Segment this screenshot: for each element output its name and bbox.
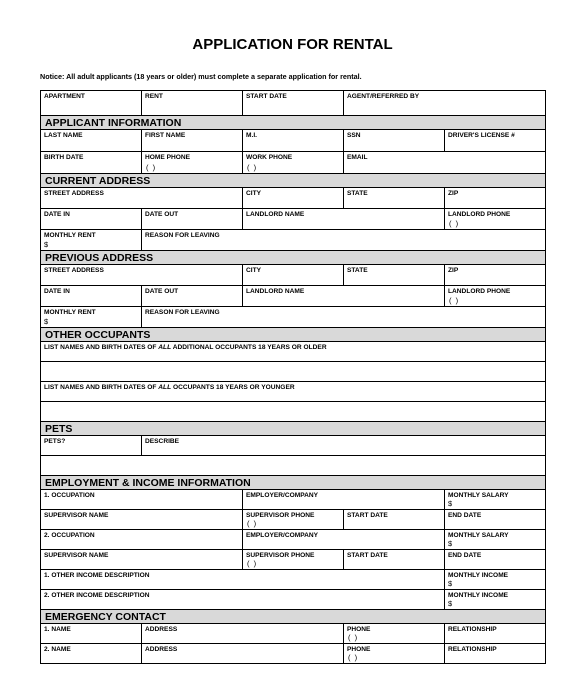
emergency-address-2-field[interactable]: ADDRESS xyxy=(142,644,344,664)
section-current-address-heading: CURRENT ADDRESS xyxy=(41,174,546,188)
pets-describe-field[interactable]: DESCRIBE xyxy=(142,436,546,456)
home-phone-label: HOME PHONE xyxy=(145,154,191,161)
work-phone-label: WORK PHONE xyxy=(246,154,293,161)
previous-landlord-phone-field[interactable] xyxy=(445,286,546,307)
previous-date-in-field[interactable]: DATE IN xyxy=(41,286,142,307)
supervisor-phone-1-field[interactable] xyxy=(243,510,344,530)
email-field[interactable]: EMAIL xyxy=(344,152,546,174)
work-phone-blank: ( ) xyxy=(247,163,258,172)
apartment-field[interactable]: APARTMENT xyxy=(41,91,142,116)
agent-referred-field[interactable]: AGENT/REFERRED BY xyxy=(344,91,546,116)
home-phone-blank: ( ) xyxy=(146,163,157,172)
section-previous-address-heading: PREVIOUS ADDRESS xyxy=(41,251,546,265)
supervisor-phone-1-label: SUPERVISOR PHONE xyxy=(246,512,315,519)
birth-date-field[interactable]: BIRTH DATE xyxy=(41,152,142,174)
end-date-2-field[interactable]: END DATE xyxy=(445,550,546,570)
section-employment-heading: EMPLOYMENT & INCOME INFORMATION xyxy=(41,476,546,490)
occupation-2-field[interactable]: 2. OCCUPATION xyxy=(41,530,243,550)
previous-zip-field[interactable]: ZIP xyxy=(445,265,546,286)
current-landlord-phone-label: LANDLORD PHONE xyxy=(448,211,511,218)
income-2-dollar-sign: $ xyxy=(448,599,453,608)
current-date-out-field[interactable]: DATE OUT xyxy=(142,209,243,230)
current-landlord-phone-blank: ( ) xyxy=(449,219,460,228)
emergency-relationship-1-field[interactable]: RELATIONSHIP xyxy=(445,624,546,644)
monthly-income-2-field[interactable] xyxy=(445,590,546,610)
salary-2-dollar-sign: $ xyxy=(448,539,453,548)
current-dollar-sign: $ xyxy=(44,240,49,249)
emergency-address-1-field[interactable]: ADDRESS xyxy=(142,624,344,644)
current-zip-field[interactable]: ZIP xyxy=(445,188,546,209)
emergency-relationship-2-field[interactable]: RELATIONSHIP xyxy=(445,644,546,664)
minor-occupants-field[interactable] xyxy=(41,382,546,402)
start-date-2-field[interactable]: START DATE xyxy=(344,550,445,570)
previous-landlord-phone-label: LANDLORD PHONE xyxy=(448,288,511,295)
section-pets-heading: PETS xyxy=(41,422,546,436)
previous-monthly-rent-field[interactable] xyxy=(41,307,142,328)
supervisor-phone-2-label: SUPERVISOR PHONE xyxy=(246,552,315,559)
previous-monthly-rent-label: MONTHLY RENT xyxy=(44,309,96,316)
rental-application-table xyxy=(40,90,546,664)
previous-state-field[interactable]: STATE xyxy=(344,265,445,286)
previous-landlord-name-field[interactable]: LANDLORD NAME xyxy=(243,286,445,307)
emergency-phone-2-blank: ( ) xyxy=(348,653,359,662)
current-street-field[interactable]: STREET ADDRESS xyxy=(41,188,243,209)
section-occupants-heading: OTHER OCCUPANTS xyxy=(41,328,546,342)
supervisor-phone-2-field[interactable] xyxy=(243,550,344,570)
start-date-field[interactable]: START DATE xyxy=(243,91,344,116)
other-income-2-field[interactable]: 2. OTHER INCOME DESCRIPTION xyxy=(41,590,445,610)
monthly-income-2-label: MONTHLY INCOME xyxy=(448,592,509,599)
monthly-income-1-label: MONTHLY INCOME xyxy=(448,572,509,579)
section-emergency-heading: EMERGENCY CONTACT xyxy=(41,610,546,624)
ssn-field[interactable]: SSN xyxy=(344,130,445,152)
income-1-dollar-sign: $ xyxy=(448,579,453,588)
current-monthly-rent-field[interactable] xyxy=(41,230,142,251)
previous-landlord-phone-blank: ( ) xyxy=(449,296,460,305)
emergency-phone-1-label: PHONE xyxy=(347,626,371,633)
previous-date-out-field[interactable]: DATE OUT xyxy=(142,286,243,307)
monthly-salary-1-label: MONTHLY SALARY xyxy=(448,492,509,499)
minor-occupants-label-post: OCCUPANTS 18 YEARS OR YOUNGER xyxy=(171,384,295,391)
adult-occupants-blank-line[interactable] xyxy=(41,362,546,382)
salary-1-dollar-sign: $ xyxy=(448,499,453,508)
previous-dollar-sign: $ xyxy=(44,317,49,326)
emergency-phone-2-field[interactable] xyxy=(344,644,445,664)
minor-occupants-blank-line[interactable] xyxy=(41,402,546,422)
employer-1-field[interactable]: EMPLOYER/COMPANY xyxy=(243,490,445,510)
occupation-1-field[interactable]: 1. OCCUPATION xyxy=(41,490,243,510)
pets-question-field[interactable]: PETS? xyxy=(41,436,142,456)
minor-occupants-label-pre: LIST NAMES AND BIRTH DATES OF xyxy=(44,384,159,391)
home-phone-field[interactable] xyxy=(142,152,243,174)
employer-2-field[interactable]: EMPLOYER/COMPANY xyxy=(243,530,445,550)
monthly-salary-1-field[interactable] xyxy=(445,490,546,510)
supervisor-1-field[interactable]: SUPERVISOR NAME xyxy=(41,510,243,530)
adult-occupants-label-em: ALL xyxy=(158,344,172,351)
current-landlord-phone-field[interactable] xyxy=(445,209,546,230)
adult-occupants-label-post: ADDITIONAL OCCUPANTS 18 YEARS OR OLDER xyxy=(171,344,327,351)
start-date-1-field[interactable]: START DATE xyxy=(344,510,445,530)
current-city-field[interactable]: CITY xyxy=(243,188,344,209)
other-income-1-field[interactable]: 1. OTHER INCOME DESCRIPTION xyxy=(41,570,445,590)
first-name-field[interactable]: FIRST NAME xyxy=(142,130,243,152)
emergency-name-2-field[interactable]: 2. NAME xyxy=(41,644,142,664)
minor-occupants-label-em: ALL xyxy=(158,384,172,391)
end-date-1-field[interactable]: END DATE xyxy=(445,510,546,530)
current-state-field[interactable]: STATE xyxy=(344,188,445,209)
section-applicant-heading: APPLICANT INFORMATION xyxy=(41,116,546,130)
current-monthly-rent-label: MONTHLY RENT xyxy=(44,232,96,239)
monthly-salary-2-label: MONTHLY SALARY xyxy=(448,532,509,539)
monthly-income-1-field[interactable] xyxy=(445,570,546,590)
last-name-field[interactable]: LAST NAME xyxy=(41,130,142,152)
work-phone-field[interactable] xyxy=(243,152,344,174)
previous-city-field[interactable]: CITY xyxy=(243,265,344,286)
supervisor-phone-1-blank: ( ) xyxy=(247,519,258,528)
emergency-phone-2-label: PHONE xyxy=(347,646,371,653)
pets-blank-line[interactable] xyxy=(41,456,546,476)
supervisor-phone-2-blank: ( ) xyxy=(247,559,258,568)
adult-occupants-label-pre: LIST NAMES AND BIRTH DATES OF xyxy=(44,344,159,351)
monthly-salary-2-field[interactable] xyxy=(445,530,546,550)
current-date-in-field[interactable]: DATE IN xyxy=(41,209,142,230)
supervisor-2-field[interactable]: SUPERVISOR NAME xyxy=(41,550,243,570)
notice-text: Notice: All adult applicants (18 years or older) must complete a separate application for rental. xyxy=(40,72,362,81)
current-landlord-name-field[interactable]: LANDLORD NAME xyxy=(243,209,445,230)
form-title: APPLICATION FOR RENTAL xyxy=(192,36,393,53)
emergency-phone-1-field[interactable] xyxy=(344,624,445,644)
drivers-license-field[interactable]: DRIVER'S LICENSE # xyxy=(445,130,546,152)
mi-field[interactable]: M.I. xyxy=(243,130,344,152)
rent-field[interactable]: RENT xyxy=(142,91,243,116)
adult-occupants-field[interactable] xyxy=(41,342,546,362)
previous-reason-leaving-field[interactable]: REASON FOR LEAVING xyxy=(142,307,546,328)
current-reason-leaving-field[interactable]: REASON FOR LEAVING xyxy=(142,230,546,251)
previous-street-field[interactable]: STREET ADDRESS xyxy=(41,265,243,286)
emergency-name-1-field[interactable]: 1. NAME xyxy=(41,624,142,644)
emergency-phone-1-blank: ( ) xyxy=(348,633,359,642)
